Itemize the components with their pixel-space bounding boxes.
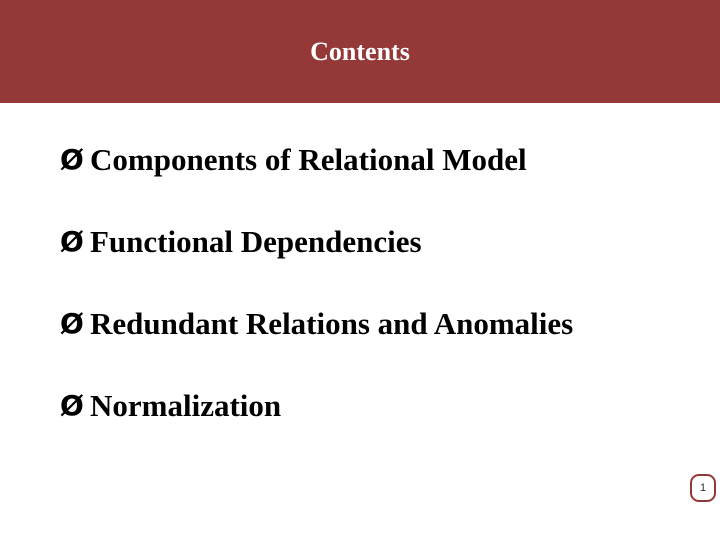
bullet-label: Functional Dependencies (90, 224, 422, 259)
bullet-label: Normalization (90, 388, 282, 423)
bullet-item (60, 222, 573, 262)
arrow-bullet-icon: Ø (60, 307, 84, 340)
page-number-badge: 1 (690, 474, 716, 502)
title-bar (0, 0, 720, 103)
arrow-bullet-icon: Ø (60, 389, 84, 422)
bullet-item (60, 140, 573, 180)
slide-title: Contents (310, 37, 410, 66)
bullet-label: Redundant Relations and Anomalies (90, 306, 574, 341)
arrow-bullet-icon: Ø (60, 143, 84, 176)
bullet-list (60, 140, 573, 468)
bullet-item (60, 304, 573, 344)
arrow-bullet-icon: Ø (60, 225, 84, 258)
bullet-item (60, 386, 573, 426)
bullet-label: Components of Relational Model (90, 142, 527, 177)
